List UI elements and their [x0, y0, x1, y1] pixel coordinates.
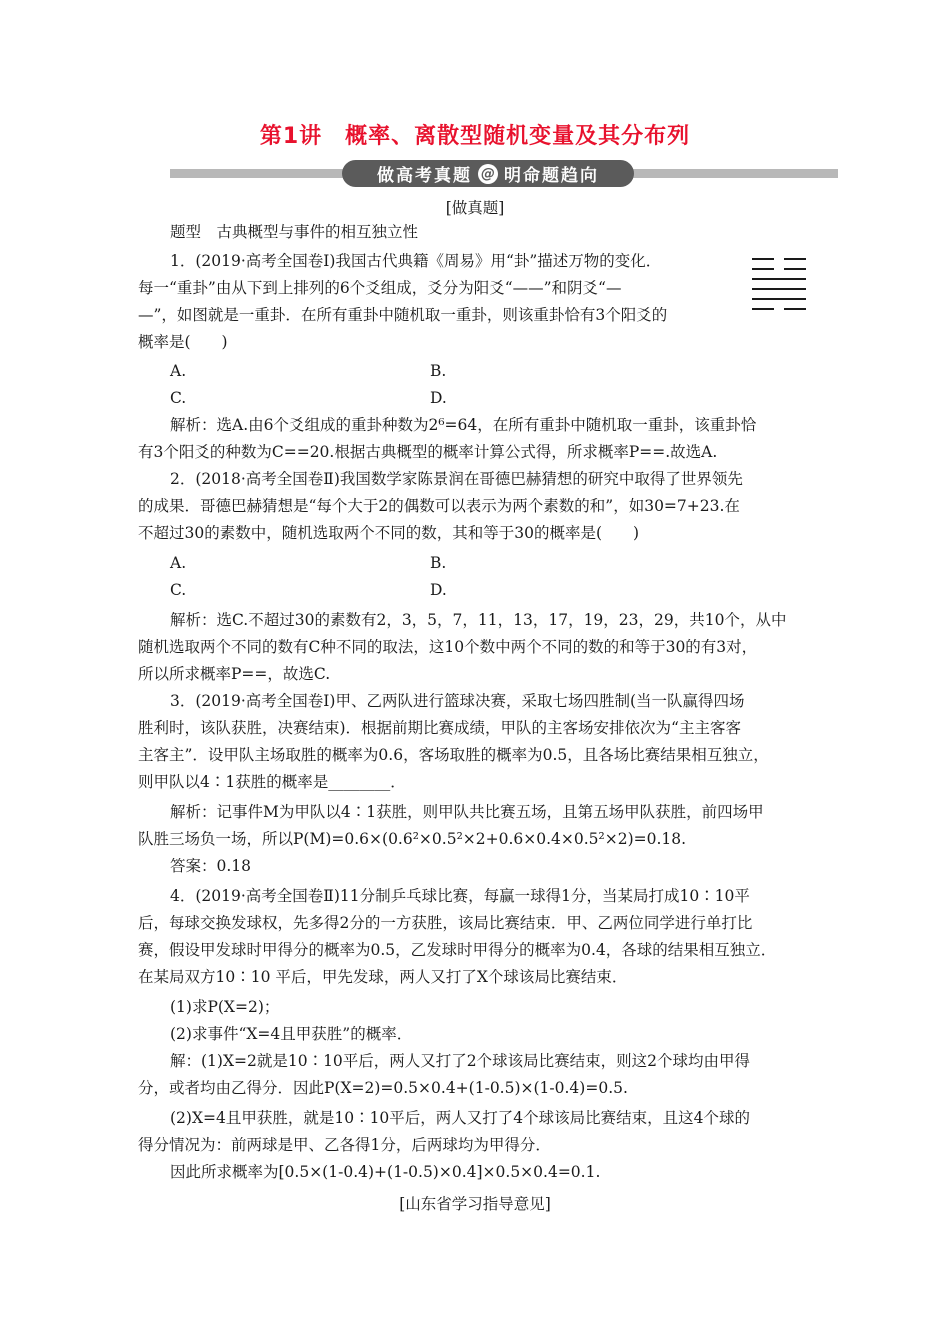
q4-solution-1: 解：(1)X=2就是10∶10平后，两人又打了2个球该局比赛结束，则这2个球均由甲得: [170, 1052, 751, 1070]
q4-line-1: 4．(2019·高考全国卷Ⅱ)11分制乒乓球比赛，每赢一球得1分，当某局打成10∶10平: [170, 887, 750, 905]
q1-solution-1: 解析：选A.由6个爻组成的重卦种数为2⁶=64，在所有重卦中随机取一重卦，该重卦恰: [170, 416, 757, 434]
q4-line-2: 后，每球交换发球权，先多得2分的一方获胜，该局比赛结束．甲、乙两位同学进行单打比: [138, 914, 753, 932]
q3-solution-2: 队胜三场负一场，所以P(M)=0.6×(0.6²×0.5²×2+0.6×0.4×0.5²×2)=0.18.: [138, 830, 687, 848]
hexagram-yin-left: [752, 308, 774, 310]
q2-option-d: D.: [430, 581, 447, 599]
banner-right-text: 明命题趋向: [504, 166, 599, 186]
q4-solution-2: 分，或者均由乙得分．因此P(X=2)=0.5×0.4+(1-0.5)×(1-0.4)=0.5.: [138, 1079, 628, 1097]
q1-option-c: C.: [170, 389, 187, 407]
section-tag: [做真题]: [445, 199, 505, 217]
q1-option-a: A.: [170, 362, 187, 380]
q1-option-d: D.: [430, 389, 447, 407]
q3-line-2: 胜利时，该队获胜，决赛结束)．根据前期比赛成绩，甲队的主客场安排依次为“主主客客: [138, 719, 741, 737]
q2-solution-3: 所以所求概率P==，故选C.: [138, 665, 331, 683]
q4-line-4: 在某局双方10∶10 平后，甲先发球，两人又打了X个球该局比赛结束．: [138, 968, 628, 986]
q4-part-2: (2)求事件“X=4且甲获胜”的概率．: [170, 1025, 413, 1043]
q4-solution-3: (2)X=4且甲获胜，就是10∶10平后，两人又打了4个球该局比赛结束，且这4个球的: [170, 1109, 751, 1127]
q2-line-1: 2．(2018·高考全国卷Ⅱ)我国数学家陈景润在哥德巴赫猜想的研究中取得了世界领先: [170, 470, 743, 488]
q3-line-4: 则甲队以4∶1获胜的概率是________．: [138, 773, 406, 791]
q4-solution-4: 得分情况为：前两球是甲、乙各得1分，后两球均为甲得分．: [138, 1136, 551, 1154]
q2-solution-1: 解析：选C.不超过30的素数有2，3，5，7，11，13，17，19，23，29，共10个，从中: [170, 611, 787, 629]
hexagram-yin-left: [752, 268, 774, 270]
banner-bar-right: [628, 169, 838, 178]
section-banner: [0, 160, 950, 190]
q2-option-b: B.: [430, 554, 447, 572]
hexagram-yang: [752, 298, 806, 300]
hexagram-yang: [752, 278, 806, 280]
q3-answer: 答案：0.18: [170, 857, 252, 875]
q2-solution-2: 随机选取两个不同的数有C种不同的取法，这10个数中两个不同的数的和等于30的有3对，: [138, 638, 758, 656]
hexagram-yin-right: [784, 308, 806, 310]
q2-line-3: 不超过30的素数中，随机选取两个不同的数，其和等于30的概率是( ): [138, 524, 640, 542]
q4-solution-5: 因此所求概率为[0.5×(1-0.4)+(1-0.5)×0.4]×0.5×0.4=0.1.: [170, 1163, 601, 1181]
banner-bar-left: [170, 169, 350, 178]
q1-line-1: 1．(2019·高考全国卷Ⅰ)我国古代典籍《周易》用“卦”描述万物的变化．: [170, 252, 662, 270]
q1-line-3: —”，如图就是一重卦．在所有重卦中随机取一重卦，则该重卦恰有3个阳爻的: [138, 306, 668, 324]
q3-line-3: 主客主”．设甲队主场取胜的概率为0.6，客场取胜的概率为0.5，且各场比赛结果相互独立，: [138, 746, 769, 764]
q4-line-3: 赛，假设甲发球时甲得分的概率为0.5，乙发球时甲得分的概率为0.4，各球的结果相互独立．: [138, 941, 777, 959]
q4-part-1: (1)求P(X=2)；: [170, 998, 280, 1016]
hexagram-yin-right: [784, 268, 806, 270]
q3-line-1: 3．(2019·高考全国卷Ⅰ)甲、乙两队进行篮球决赛，采取七场四胜制(当一队赢得四场: [170, 692, 745, 710]
hexagram-yin-left: [752, 258, 774, 260]
banner-left-text: 做高考真题: [377, 166, 472, 186]
q1-solution-2: 有3个阳爻的种数为C==20.根据古典概型的概率计算公式得，所求概率P==.故选A.: [138, 443, 718, 461]
banner-pill: [342, 160, 634, 187]
q1-line-4: 概率是( ): [138, 333, 228, 351]
q1-option-b: B.: [430, 362, 447, 380]
at-sign-icon: @: [478, 164, 498, 184]
lecture-title: 第1讲 概率、离散型随机变量及其分布列: [259, 124, 691, 149]
q2-option-a: A.: [170, 554, 187, 572]
hexagram-yin-right: [784, 258, 806, 260]
hexagram-yang: [752, 288, 806, 290]
q2-line-2: 的成果．哥德巴赫猜想是“每个大于2的偶数可以表示为两个素数的和”，如30=7+23.在: [138, 497, 740, 515]
topic-heading: 题型 古典概型与事件的相互独立性: [170, 223, 419, 241]
q1-line-2: 每一“重卦”由从下到上排列的6个爻组成，爻分为阳爻“——”和阴爻“—: [138, 279, 622, 297]
q2-option-c: C.: [170, 581, 187, 599]
hexagram-figure: [752, 256, 812, 316]
footer-tag: [山东省学习指导意见]: [399, 1195, 551, 1213]
q3-solution-1: 解析：记事件M为甲队以4∶1获胜，则甲队共比赛五场，且第五场甲队获胜，前四场甲: [170, 803, 764, 821]
